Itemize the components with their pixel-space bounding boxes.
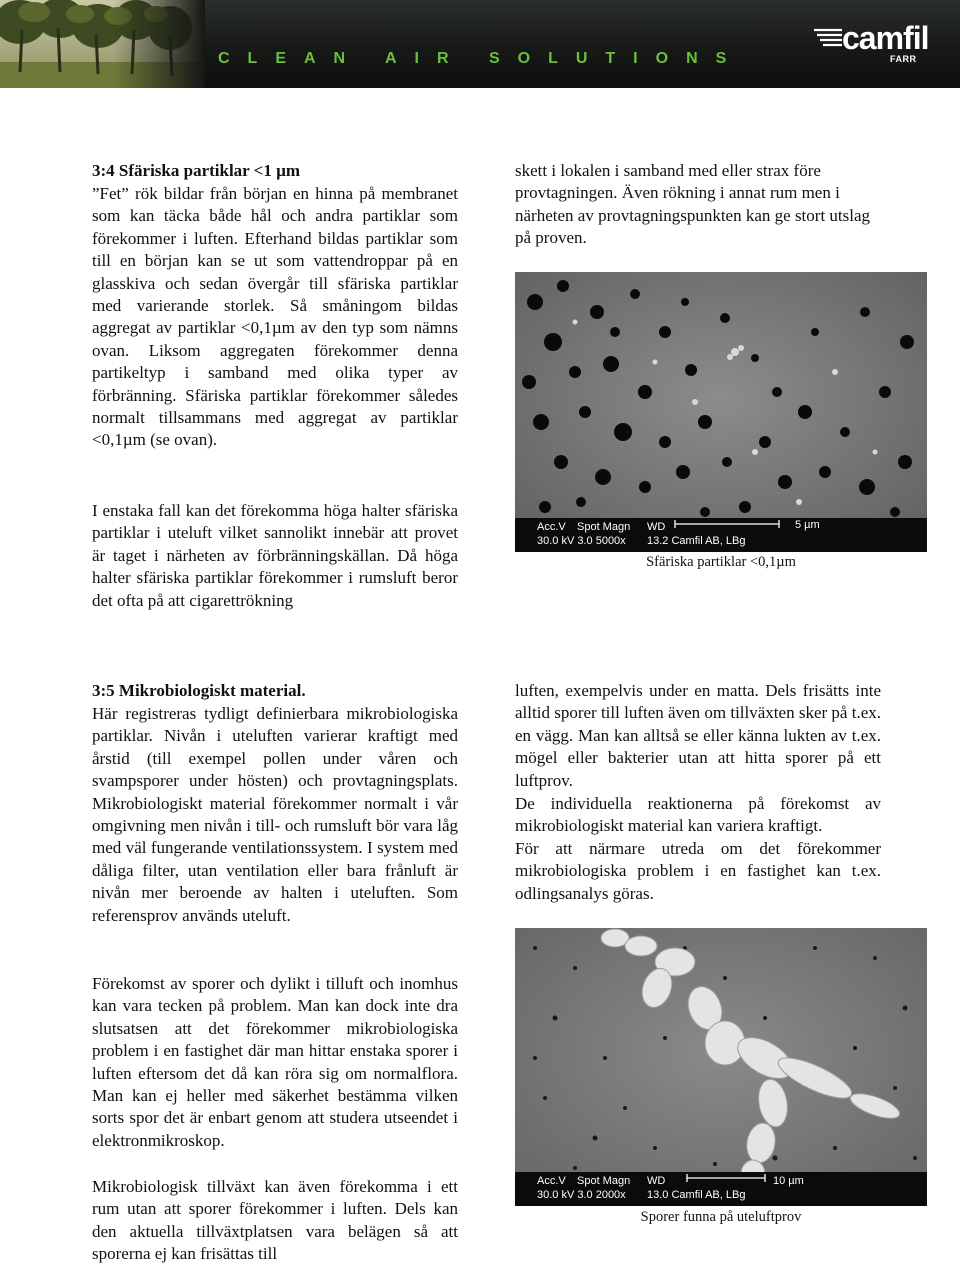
figure-caption-spores: Sporer funna på uteluftprov xyxy=(640,1209,802,1225)
sem-label-spot: Spot Magn xyxy=(577,521,631,533)
sem-photo-spherical-particles xyxy=(515,272,927,552)
section-35-paragraph-right-2: De individuella reaktionerna på förekomst av mikrobiologiskt material kan variera kraftigt. xyxy=(515,794,881,836)
section-35-paragraph-right-3: För att närmare utreda om det förekommer mikrobiologiska problem i en fastighet kan t.ex. odlingsanalys göras. xyxy=(515,839,881,903)
tagline: CLEAN AIR SOLUTIONS xyxy=(218,50,745,67)
logo-wordmark: camfil xyxy=(842,20,929,56)
section-35-paragraph-2b: Mikrobiologisk tillväxt kan även förekomma i ett rum utan att sporer förekommer i luften. Dels kan den aktuella tillväxtplatsen vara belägen så att sporerna ej kan frisättas till xyxy=(92,1177,458,1264)
section-35-paragraph-2a: Förekomst av sporer och dylikt i tilluft och inomhus kan vara tecken på problem. Man kan dock inte dra slutsatsen att det förekommer mikrobiologiska problem i en fastighet där man hittar enstaka sporer i luften eftersom det då kan röra sig om normalflora. Man kan ej heller med säkerhet bestämma vilken sorts spor det är enbart genom att studera utseendet i elektronmikroskop. xyxy=(92,974,458,1150)
sem2-label-acc: Acc.V xyxy=(537,1175,566,1187)
trees-photo xyxy=(0,0,205,88)
sem2-wd-value: 13.0 Camfil AB, LBg xyxy=(647,1189,746,1201)
sem-label-wd: WD xyxy=(647,521,666,533)
swoosh-icon xyxy=(812,24,846,54)
section-35-paragraph-1: Här registreras tydligt definierbara mikrobiologiska partiklar. Nivån i uteluften varierar kraftigt med årstid (till exempel pollen under våren och svampsporer under hösten) och provtagningsplats. Mikrobiologiskt material förekommer normalt i vår omgivning men nivån i till- och rumsluft bör vara låg med väl fungerande ventilationssystem. I system med dåliga filter, utan ventilation eller bara frånluft är nivån mer beroende av halten i uteluften. Som referensprov används uteluft. xyxy=(92,704,458,925)
section-35-heading: 3:5 Mikrobiologiskt material. xyxy=(92,681,306,700)
sem-label-acc: Acc.V xyxy=(537,521,566,533)
logo-subtext: FARR xyxy=(890,54,917,64)
figure-caption-spherical: Sfäriska partiklar <0,1µm xyxy=(646,554,796,570)
section-34-heading: 3:4 Sfäriska partiklar <1 µm xyxy=(92,161,301,180)
sem-wd-value: 13.2 Camfil AB, LBg xyxy=(647,535,746,547)
section-34-paragraph-2: I enstaka fall kan det förekomma höga halter sfäriska partiklar i uteluft vilket sannolikt innebär att provet är taget i närheten av förbränningskällan. Då höga halter sfäriska partiklar förekommer i rumsluft beror det ofta på att cigarettrökning xyxy=(92,501,458,610)
sem-photo-spores xyxy=(515,928,927,1206)
sem-values: 30.0 kV 3.0 5000x xyxy=(537,535,626,547)
sem2-values: 30.0 kV 3.0 2000x xyxy=(537,1189,626,1201)
header-banner xyxy=(0,0,960,88)
sem2-scale-label: 10 µm xyxy=(773,1175,804,1187)
sem-scale-label: 5 µm xyxy=(795,519,820,531)
section-34-paragraph-right: skett i lokalen i samband med eller strax före provtagningen. Även rökning i annat rum men i närheten av provtagningspunkten kan ge stort utslag på proven. xyxy=(515,161,871,248)
section-34-paragraph-1: ”Fet” rök bildar från början en hinna på membranet som kan täcka både hål och andra partiklar som förekommer i luften. Efterhand bildas partiklar som till en början kan se ut som vattendroppar på en glasskiva och sedan övergår till sfäriska partiklar med varierande storlek. Så småningom bildas aggregat av partiklar <0,1µm av den typ som nämns ovan. Liksom aggregaten förekommer denna partikeltyp i samband med olika typer av förbränning. Sfäriska partiklar förekommer således normalt tillsammans med aggregat av partiklar <0,1µm (se ovan). xyxy=(92,184,458,450)
camfil-logo xyxy=(812,20,942,70)
sem2-label-spot: Spot Magn xyxy=(577,1175,631,1187)
sem2-label-wd: WD xyxy=(647,1175,666,1187)
section-35-paragraph-right-1: luften, exempelvis under en matta. Dels frisätts inte alltid sporer till luften även om tillväxten sker på t.ex. en vägg. Man kan alltså se eller känna lukten av t.ex. mögel eller bakterier utan att hitta sporer på ett luftprov. xyxy=(515,681,881,790)
